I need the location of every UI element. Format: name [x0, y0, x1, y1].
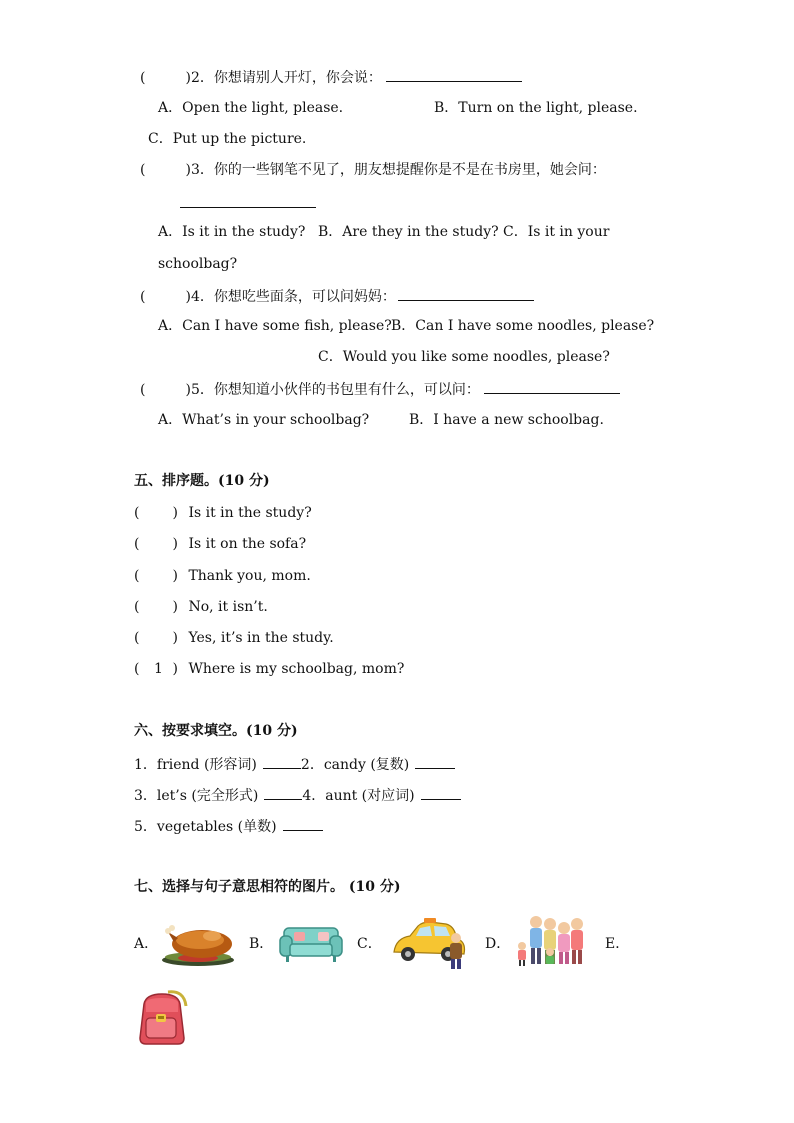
- answer-paren-right: ): [185, 382, 191, 398]
- order-item: [134, 503, 312, 523]
- fill-blank[interactable]: [421, 784, 461, 800]
- order-item: [134, 628, 334, 648]
- paren-right: ): [172, 661, 178, 677]
- answer-blank[interactable]: [484, 378, 620, 394]
- order-answer-box[interactable]: [134, 597, 178, 617]
- order-item: [134, 566, 311, 586]
- answer-paren-right: ): [185, 162, 191, 178]
- answer-paren-right: ): [185, 70, 191, 86]
- option-c: C．Put up the picture.: [148, 131, 307, 147]
- paren-right: ): [172, 630, 178, 646]
- option-a: A．What’s in your schoolbag?: [158, 412, 370, 428]
- fill-prompt: 5．vegetables (单数): [134, 819, 277, 835]
- option-label-a: A．: [134, 936, 159, 952]
- answer-paren-left: (: [140, 289, 146, 305]
- question-stem: 2．你想请别人开灯，你会说：: [190, 70, 382, 86]
- answer-blank[interactable]: [386, 66, 522, 82]
- order-number: 1: [154, 661, 163, 677]
- q4-item-5: [140, 378, 620, 400]
- order-answer-box[interactable]: [134, 566, 178, 586]
- section-7-title: 七、选择与句子意思相符的图片。 (10 分): [134, 879, 401, 895]
- fill-row-1: [134, 753, 455, 775]
- option-b: B．Turn on the light, please.: [434, 100, 638, 116]
- dialogue-line: Is it in the study?: [188, 505, 312, 521]
- fill-prompt: 1．friend (形容词): [134, 757, 257, 773]
- paren-left: (: [134, 661, 140, 677]
- order-answer-box[interactable]: [134, 534, 178, 554]
- dialogue-line: Is it on the sofa?: [188, 536, 307, 552]
- sofa-icon: [278, 922, 344, 964]
- dialogue-line: Thank you, mom.: [188, 568, 311, 584]
- answer-blank-line[interactable]: [180, 192, 316, 214]
- option-a: A．Can I have some fish, please?: [158, 318, 392, 334]
- option-label-b: B．: [249, 936, 274, 952]
- fill-blank[interactable]: [264, 784, 302, 800]
- paren-left: (: [134, 505, 140, 521]
- question-stem: 4．你想吃些面条，可以问妈妈：: [190, 289, 396, 305]
- fill-blank[interactable]: [263, 753, 301, 769]
- question-stem: 3．你的一些钢笔不见了，朋友想提醒你是不是在书房里，她会问：: [190, 162, 606, 178]
- q4-item-2: [140, 66, 522, 88]
- option-c: C．Is it in your: [503, 224, 610, 240]
- paren-left: (: [134, 599, 140, 615]
- answer-blank[interactable]: [398, 285, 534, 301]
- paren-right: ): [172, 599, 178, 615]
- schoolbag-icon: [134, 988, 194, 1048]
- answer-blank[interactable]: [180, 192, 316, 208]
- paren-right: ): [172, 568, 178, 584]
- order-item: [134, 597, 268, 617]
- answer-paren-left: (: [140, 70, 146, 86]
- dialogue-line: Where is my schoolbag, mom?: [188, 661, 405, 677]
- option-label-c: C．: [357, 936, 382, 952]
- fill-blank[interactable]: [283, 815, 323, 831]
- section-6-title: 六、按要求填空。(10 分): [134, 723, 298, 739]
- option-label-e: E．: [605, 936, 630, 952]
- option-a: A．Is it in the study?: [158, 224, 306, 240]
- fill-prompt: 3．let’s (完全形式): [134, 788, 259, 804]
- roast-chicken-icon: [160, 918, 238, 968]
- option-b: B．I have a new schoolbag.: [409, 412, 604, 428]
- option-a: A．Open the light, please.: [158, 100, 344, 116]
- option-b: B．Can I have some noodles, please?: [391, 318, 655, 334]
- option-c-cont: schoolbag?: [158, 256, 238, 272]
- question-stem: 5．你想知道小伙伴的书包里有什么，可以问：: [190, 382, 480, 398]
- order-answer-box[interactable]: [134, 659, 178, 679]
- taxi-icon: [390, 916, 474, 972]
- option-label-d: D．: [485, 936, 511, 952]
- sofa-picture[interactable]: [278, 922, 344, 964]
- order-answer-box[interactable]: [134, 628, 178, 648]
- q4-item-4: [140, 285, 534, 307]
- answer-paren-right: ): [185, 289, 191, 305]
- fill-blank[interactable]: [415, 753, 455, 769]
- paren-right: ): [172, 536, 178, 552]
- family-icon: [512, 912, 586, 970]
- paren-left: (: [134, 536, 140, 552]
- roast-chicken-picture[interactable]: [160, 918, 238, 968]
- option-c: C．Would you like some noodles, please?: [318, 349, 610, 365]
- paren-right: ): [172, 505, 178, 521]
- order-item: [134, 659, 404, 679]
- fill-row-2: [134, 784, 461, 806]
- option-b: B．Are they in the study?: [318, 224, 499, 240]
- order-answer-box[interactable]: [134, 503, 178, 523]
- paren-left: (: [134, 630, 140, 646]
- fill-row-3: [134, 815, 323, 837]
- order-item: [134, 534, 306, 554]
- fill-prompt: 4．aunt (对应词): [302, 788, 415, 804]
- answer-paren-left: (: [140, 382, 146, 398]
- dialogue-line: Yes, it’s in the study.: [188, 630, 334, 646]
- schoolbag-picture[interactable]: [134, 988, 194, 1048]
- dialogue-line: No, it isn’t.: [188, 599, 268, 615]
- section-5-title: 五、排序题。(10 分): [134, 473, 270, 489]
- answer-paren-left: (: [140, 162, 146, 178]
- fill-prompt: 2．candy (复数): [300, 757, 410, 773]
- family-picture[interactable]: [512, 912, 586, 970]
- q4-item-3: [140, 160, 606, 180]
- taxi-picture[interactable]: [390, 916, 474, 972]
- paren-left: (: [134, 568, 140, 584]
